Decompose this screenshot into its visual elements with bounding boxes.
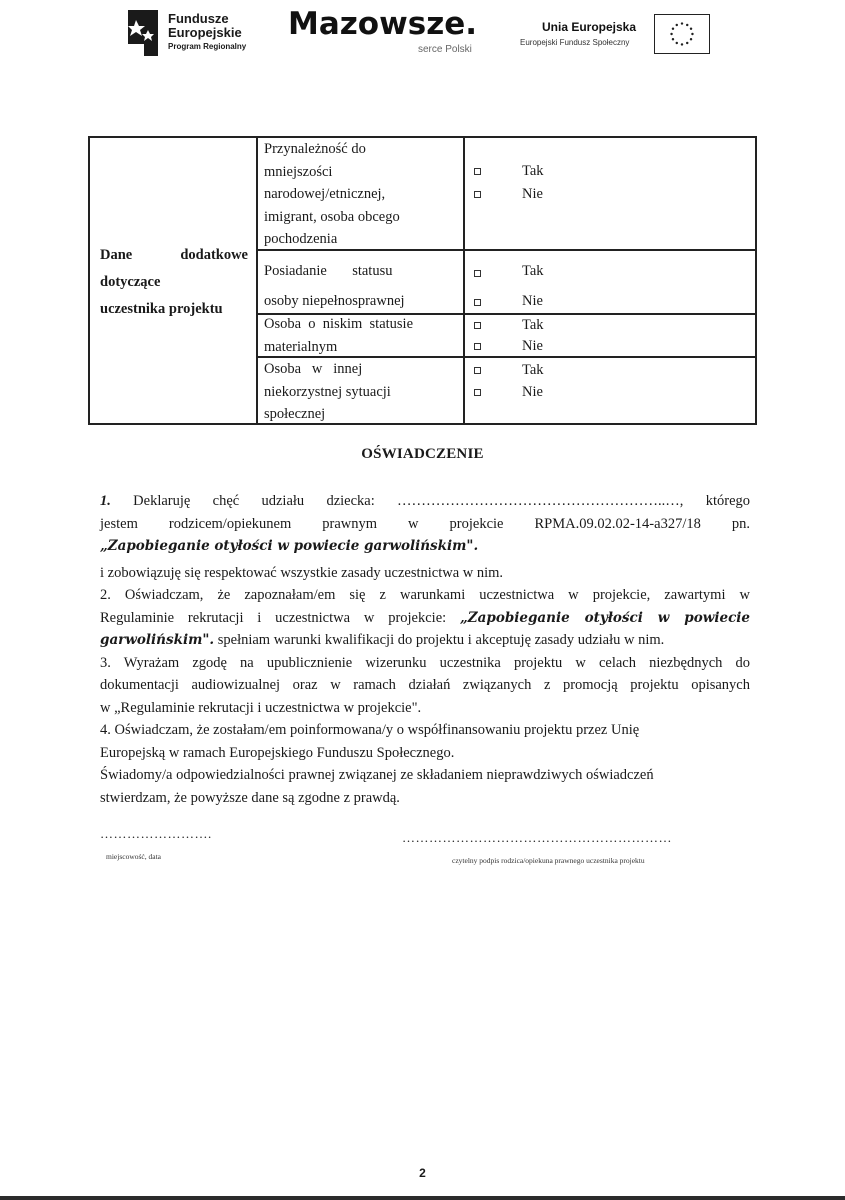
text-line: 4. Oświadczam, że zostałam/em poinformowana/y o współfinansowaniu projektu przez Unię [100, 722, 640, 738]
section-label-line: dotyczące [100, 274, 161, 290]
option-label-tak: Tak [522, 163, 544, 179]
signature-caption: czytelny podpis rodzica/opiekuna prawnego uczestnika projektu [452, 856, 645, 865]
logo-mazowsze-word: Mazowsze. [288, 6, 478, 42]
option-label-nie: Nie [522, 293, 543, 309]
place-date-caption: miejscowość, data [106, 852, 161, 861]
signature-line: …………………………………………………… [402, 830, 672, 845]
text-line: w „Regulaminie rekrutacji i uczestnictwa w projekcie". [100, 699, 422, 716]
text-line: Regulaminie rekrutacji i uczestnictwa w projekcie: „Zapobieganie otyłości w powiecie [100, 609, 751, 626]
table-row-label: Przynależność do mniejszości narodowej/etnicznej, imigrant, osoba obcego pochodzenia [264, 141, 400, 247]
logo-fe-line3: Program Regionalny [168, 42, 247, 51]
table-row-label: Osoba o niskim statusie materialnym [264, 316, 414, 355]
option-label-tak: Tak [522, 263, 544, 279]
logo-fundusze-europejskie [128, 8, 268, 58]
section-label-line: uczestnika projektu [100, 301, 223, 317]
text-line: 3. Wyrażam zgodę na upublicznienie wizerunku uczestnika projektu w celach niezbędnych do [100, 654, 750, 671]
text-line: jestem rodzicem/opiekunem prawnym w projekcie RPMA.09.02.02-14-a327/18 pn. [100, 515, 750, 532]
text-line: garwolińskim". spełniam warunki kwalifikacji do projektu i akceptuję zasady udziału w nim. [100, 632, 665, 648]
logo-ue-line1: Unia Europejska [542, 20, 637, 34]
declaration-point-1 [100, 490, 750, 809]
logo-fe-line2: Europejskie [168, 25, 242, 40]
eu-flag-icon [654, 14, 710, 54]
checkbox-tak[interactable] [474, 322, 481, 329]
option-label-tak: Tak [522, 362, 544, 378]
checkbox-nie[interactable] [474, 389, 481, 396]
text-line: Świadomy/a odpowiedzialności prawnej związanej ze składaniem nieprawdziwych oświadczeń [100, 767, 654, 783]
bottom-edge-bar [0, 1196, 845, 1200]
table-divider [256, 138, 258, 423]
text-line: dokumentacji audiowizualnej oraz w ramach działań związanych z promocją projektu opisanych [100, 677, 750, 693]
page-number: 2 [419, 1166, 426, 1180]
checkbox-tak[interactable] [474, 367, 481, 374]
option-label-nie: Nie [522, 384, 543, 400]
place-date-line: ……………………. [100, 826, 212, 841]
project-name: „Zapobieganie otyłości w powiecie garwolińskim". [100, 538, 479, 554]
logo-ue-line2: Europejski Fundusz Społeczny [520, 38, 630, 47]
checkbox-nie[interactable] [474, 299, 481, 306]
text-line: 1. Deklaruję chęć udziału dziecka: ………………………………………………..…, którego [100, 493, 750, 509]
european-funds-star-icon [128, 10, 158, 56]
text-line: stwierdzam, że powyższe dane są zgodne z prawdą. [100, 789, 400, 806]
logo-mazowsze-tagline: serce Polski [418, 44, 472, 55]
table-row-label: Posiadanie statusu osoby niepełnosprawnej [264, 263, 405, 309]
option-label-nie: Nie [522, 186, 543, 202]
checkbox-tak[interactable] [474, 168, 481, 175]
text-line: i zobowiązuję się respektować wszystkie zasady uczestnictwa w nim. [100, 564, 504, 581]
section-label [100, 242, 248, 323]
section-label-line: Dane dodatkowe [100, 247, 248, 263]
text-line: Europejską w ramach Europejskiego Funduszu Społecznego. [100, 744, 455, 761]
additional-data-table [88, 136, 757, 425]
checkbox-tak[interactable] [474, 270, 481, 277]
text-line: 2. Oświadczam, że zapoznałam/em się z warunkami uczestnictwa w projekcie, zawartymi w [100, 587, 750, 603]
checkbox-nie[interactable] [474, 343, 481, 350]
declaration-title: OŚWIADCZENIE [361, 446, 484, 462]
logo-mazowsze [288, 6, 488, 62]
table-row-label: Osoba w innej niekorzystnej sytuacji społecznej [264, 361, 391, 422]
logo-fe-line1: Fundusze [168, 11, 229, 26]
logo-unia-europejska [520, 14, 720, 62]
option-label-tak: Tak [522, 317, 544, 333]
option-label-nie: Nie [522, 338, 543, 354]
checkbox-nie[interactable] [474, 191, 481, 198]
